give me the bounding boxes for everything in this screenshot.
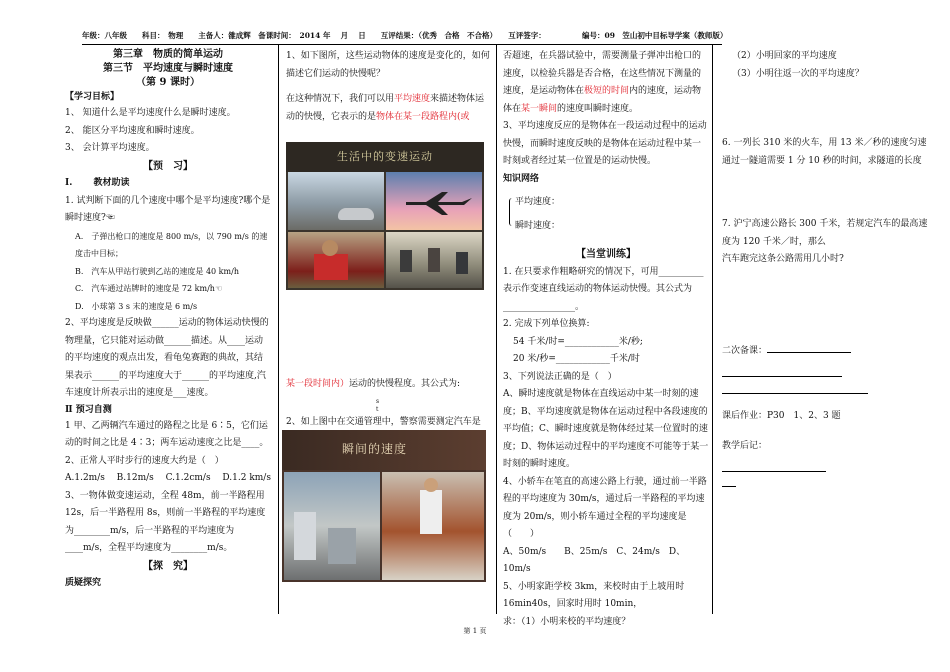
network-average: 平均速度： (515, 197, 561, 207)
question-1 (65, 193, 271, 228)
para-2-text-b: 来描述物体运动的快慢，它表示的是 (286, 94, 485, 122)
goal-item: 2、 能区分平均速度和瞬时速度。 (65, 125, 200, 136)
choice-b: B.12m/s (116, 473, 154, 483)
para-5-text: 否超速，在兵器试验中，需要测量子弹冲出枪口的速度，以检验兵器是否合格，在这些情况下测量的速度，是运动物体在 (503, 51, 702, 96)
para-3-text: 运动的快慢程度。其公式为: (349, 379, 461, 389)
test-2: 2、正常人平时步行的速度大约是（ ） (65, 455, 224, 466)
choice-a: A.1.2m/s (65, 473, 105, 483)
runner-image (288, 232, 384, 288)
definition-highlight-cont: 某一段时间内） (286, 379, 350, 389)
exercise-6: 6. 一列长 310 米的火车，用 13 米／秒的速度匀速通过一隧道需要 1 分 10 秒的时间，求隧道的长度 (722, 138, 927, 166)
self-test-heading: Ⅱ 预习自测 (65, 404, 112, 415)
instant-speed-photo (282, 430, 486, 582)
exercise-2b: 20 米/秒=____________千米/时 (513, 354, 640, 364)
explore-heading: 【探 究】 (143, 560, 193, 572)
homework: 课后作业：P30 1、2、3 题 (722, 411, 841, 421)
photo-2-caption: 瞬间的速度 (342, 442, 408, 456)
chapter-title: 第三章 物质的简单运动 (113, 49, 223, 60)
section-title: 第三节 平均速度与瞬时速度 (103, 63, 233, 74)
para-6: 3、平均速度反应的是物体在一段运动过程中的运动快慢，而瞬时速度反映的是物体在运动过程中某一时刻或者经过某一位置是的运动快慢。 (503, 121, 707, 166)
exercise-5-q3: （3）小明往返一次的平均速度？ (732, 68, 864, 79)
car-on-road-image (288, 172, 384, 230)
option-a: A. 子弹出枪口的速度是 800 m/s，以 790 m/s 的速度击中目标； (75, 231, 268, 258)
question-2: 2、平均速度是反映做______运动的物体运动快慢的物理量，它只能对运动做______描述。从____运动的平均速度的观点出发，看龟兔赛跑的典故，其结果表示______的平均速度大于______的平均速度,汽车速度计所表示出的速度是___速度。 (65, 318, 269, 398)
term-average-speed: 平均速度 (394, 94, 431, 104)
knowledge-network (503, 188, 709, 240)
exercise-4-options: A、50m/s B、25m/s C、24m/s D、10m/s (503, 546, 686, 574)
exercise-5-q2: （2）小明回家的平均速度 (732, 51, 837, 61)
inquiry-heading: 质疑探究 (65, 578, 102, 588)
exercise-1: 1. 在只要求作粗略研究的情况下，可用__________表示作变速直线运动的物体运动快慢。其公式为________________。 (503, 266, 704, 312)
option-b: B. 汽车从甲站行驶到乙站的速度是 40 km/h (75, 266, 239, 276)
column-divider-1 (278, 44, 279, 614)
column-divider-2 (496, 44, 497, 614)
reflection-label: 教学后记： (722, 440, 768, 451)
network-heading: 知识网络 (503, 173, 540, 184)
test-1: 1 甲、乙两辆汽车通过的路程之比是 6∶5，它们运动的时间之比是 4∶3；两车运动速度之比是____。 (65, 420, 269, 448)
network-instant: 瞬时速度： (515, 221, 561, 231)
exercise-4: 4、小轿车在笔直的高速公路上行驶，通过前一半路程的平均速度为 30m/s，通过后一半路程的平均速度为 20m/s，则小轿车通过全程的平均速度是（ ） (503, 476, 707, 539)
textbook-guide-heading: I. 教材助读 (65, 178, 130, 188)
second-prep-line (722, 343, 932, 361)
goal-item: 3、 会计算平均速度。 (65, 143, 155, 153)
blank-line (722, 383, 868, 394)
para-5-text-c: 的速度叫瞬时速度。 (557, 103, 639, 114)
blank-line (767, 352, 851, 353)
exercise-2: 2. 完成下列单位换算: (503, 319, 590, 329)
cyclists-image (386, 232, 482, 288)
blank-line (722, 480, 736, 487)
exercise-3-text: A、瞬时速度就是物体在直线运动中某一时刻的速度；B、平均速度就是物体在运动过程中各段速度的平均值；C、瞬时速度就是物体经过某一位置时的速度；D、物体运动过程中的平均速度不可能等于某一时刻的瞬时速度。 (503, 389, 709, 469)
column-4 (722, 48, 932, 487)
page-number: 第 1 页 (463, 627, 487, 635)
photo-1-caption: 生活中的变速运动 (337, 150, 433, 163)
column-divider-3 (712, 44, 713, 614)
training-heading: 【当堂训练】 (576, 249, 636, 260)
para-5 (503, 48, 709, 118)
second-prep-label: 二次备课： (722, 345, 768, 356)
para-3 (286, 376, 490, 394)
option-c-text: C. 汽车通过站牌时的速度是 72 km/h (75, 284, 215, 293)
column-2 (286, 48, 490, 126)
column-3 (503, 48, 709, 631)
test-2-options (65, 470, 271, 488)
option-c (65, 280, 271, 298)
question-1-text: 1. 试判断下面的几个速度中哪个是平均速度?哪个是瞬时速度? (65, 195, 271, 223)
goals-heading: 【学习目标】 (65, 92, 120, 102)
column-2-lower (286, 376, 490, 431)
exercise-2a: 54 千米/时=____________米/秒; (513, 336, 643, 347)
choice-c: C.1.2cm/s (165, 473, 211, 483)
exercise-7b: 汽车跑完这条公路需用几小时? (722, 254, 844, 264)
definition-highlight: 物体在某一段路程内(或 (376, 111, 470, 122)
hand-pointer-icon: ☜ (105, 213, 115, 223)
para-2 (286, 91, 490, 126)
column-1 (65, 48, 271, 593)
header-info: 年级：八年级 科目： 物理 主备人：雒成辉 备课时间： 2014 年 月 日 互评结果：（优秀 合格 不合格） 互评签字： (82, 31, 546, 40)
term-short-time: 极短的时间 (584, 86, 630, 96)
period-label: （第 9 课时） (136, 77, 200, 88)
test-3: 3、一物体做变速运动，全程 48m，前一半路程用 12s，后一半路程用 8s，则前一半路程的平均速度为________m/s，后一半路程的平均速度为____m/s，全程平均速度为________m/s。 (65, 490, 266, 553)
term-instant: 某一瞬间 (521, 103, 558, 114)
airplane-image (386, 172, 482, 230)
blank-line (722, 366, 842, 377)
blank-line (722, 465, 826, 472)
para-2-text: 在这种情况下，我们可以用 (286, 94, 395, 104)
exercise-5-q1: 求：（1）小明来校的平均速度？ (503, 616, 631, 627)
header-code: 编号：09 笠山初中目标导学案（教师版） (582, 31, 728, 40)
option-d: D. 小球第 3 s 末的速度是 6 m/s (75, 301, 198, 311)
choice-d: D.1.2 km/s (222, 473, 271, 483)
page-header (82, 30, 930, 41)
sprinter-image (382, 472, 484, 580)
exercise-7a: 7. 沪宁高速公路长 300 千米，若规定汽车的最高速度为 120 千米／时，那么 (722, 219, 928, 247)
traffic-police-image (284, 472, 380, 580)
exercise-3: 3、下列说法正确的是（ ） (503, 371, 617, 382)
hand-pointer-icon: ☜ (214, 284, 223, 293)
goal-item: 1、 知道什么是平均速度什么是瞬时速度。 (65, 108, 236, 118)
header-rule (82, 44, 722, 45)
preview-heading: 【预 习】 (143, 160, 193, 172)
para-1: 1、如下图所，这些运动物体的速度是变化的，如何描述它们运动的快慢呢？ (286, 51, 490, 79)
formula-placeholder: s t (376, 397, 380, 413)
para-4: 2、如上图中在交通管理中，警察需要测定汽车是 (286, 416, 481, 427)
changing-motion-photo (286, 142, 484, 290)
exercise-5: 5、小明家距学校 3km，来校时由于上坡用时 16min40s，回家时用时 10min， (503, 581, 685, 609)
para-5-text-b: 内的速度，运动物体在 (503, 86, 702, 114)
